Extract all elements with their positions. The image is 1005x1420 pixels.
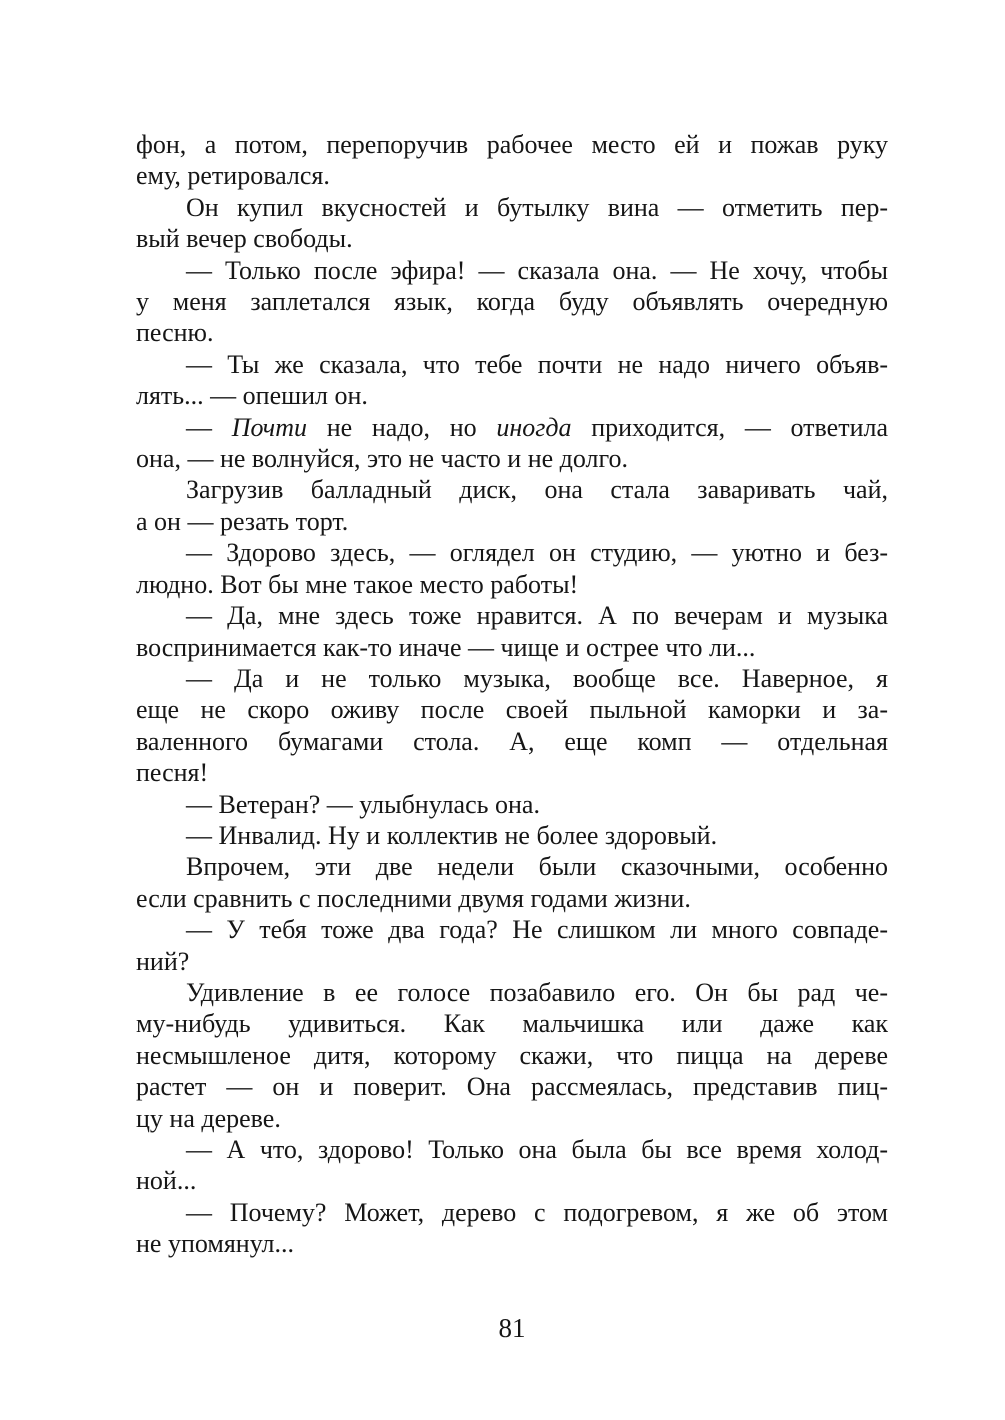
paragraph xyxy=(136,600,888,663)
text-line: Удивление в ее голосе позабавило его. Он бы рад че- xyxy=(186,977,888,1007)
text-line: — Да и не только музыка, вообще все. Наверное, я xyxy=(186,663,888,693)
text-line: — А что, здорово! Только она была бы все время холод- xyxy=(186,1135,888,1164)
paragraph xyxy=(136,914,888,977)
paragraph xyxy=(136,537,888,600)
text-line: — У тебя тоже два года? Не слишком ли много совпаде- xyxy=(186,915,888,945)
text-line: песню. xyxy=(136,318,214,348)
text-line: — Почему? Может, дерево с подогревом, я же об этом xyxy=(186,1197,888,1227)
text-segment: приходится, — ответила xyxy=(571,412,888,442)
italic-text-segment: иногда xyxy=(496,412,572,442)
text-line: если сравнить с последними двумя годами жизни. xyxy=(136,883,691,913)
page-number: 81 xyxy=(498,1313,526,1343)
text-line: лять... — опешил он. xyxy=(136,381,368,411)
paragraph xyxy=(136,192,888,255)
paragraph xyxy=(136,663,888,789)
paragraph xyxy=(136,349,888,412)
italic-text-segment: Почти xyxy=(231,412,307,442)
text-line xyxy=(136,412,888,443)
paragraph xyxy=(136,412,888,475)
paragraph xyxy=(136,1197,888,1260)
text-line: ной... xyxy=(136,1166,197,1196)
text-segment: — xyxy=(186,412,232,442)
text-line: Загрузив балладный диск, она стала заваривать чай, xyxy=(186,475,888,505)
text-line: цу на дереве. xyxy=(136,1103,281,1133)
page-text-block xyxy=(136,129,888,1260)
text-line: фон, а потом, перепоручив рабочее место ей и пожав руку xyxy=(136,130,888,159)
paragraph xyxy=(136,789,888,820)
text-segment: не надо, но xyxy=(307,412,497,442)
text-line: у меня заплетался язык, когда буду объявлять очередную xyxy=(136,287,888,317)
text-line: вый вечер свободы. xyxy=(136,224,353,254)
text-line: Он купил вкусностей и бутылку вина — отметить пер- xyxy=(186,192,888,222)
text-line: — Да, мне здесь тоже нравится. А по вечерам и музыка xyxy=(186,601,888,631)
text-line: людно. Вот бы мне такое место работы! xyxy=(136,569,579,599)
text-line: еще не скоро оживу после своей пыльной каморки и за- xyxy=(136,695,888,725)
text-line: ему, ретировался. xyxy=(136,161,330,191)
paragraph xyxy=(136,1134,888,1197)
text-line: валенного бумагами стола. А, еще комп — отдельная xyxy=(136,726,888,756)
paragraph xyxy=(136,820,888,851)
text-line: воспринимается как-то иначе — чище и острее что ли... xyxy=(136,632,756,662)
text-line: — Ты же сказала, что тебе почти не надо ничего объяв- xyxy=(186,349,888,379)
paragraph xyxy=(136,474,888,537)
text-line: — Здорово здесь, — оглядел он студию, — уютно и без- xyxy=(186,538,888,568)
text-line: несмышленое дитя, которому скажи, что пицца на дереве xyxy=(136,1040,888,1070)
text-line: — Инвалид. Ну и коллектив не более здоровый. xyxy=(186,820,718,850)
text-line: а он — резать торт. xyxy=(136,506,349,536)
paragraph xyxy=(136,977,888,1134)
paragraph xyxy=(136,255,888,349)
text-line: — Ветеран? — улыбнулась она. xyxy=(186,789,540,819)
text-line: ний? xyxy=(136,946,190,976)
paragraph xyxy=(136,851,888,914)
text-line: растет — он и поверит. Она рассмеялась, представив пиц- xyxy=(136,1072,888,1102)
text-line: му-нибудь удивиться. Как мальчишка или даже как xyxy=(136,1009,888,1039)
text-line: песня! xyxy=(136,758,209,788)
paragraph xyxy=(136,129,888,192)
text-line: она, — не волнуйся, это не часто и не долго. xyxy=(136,444,629,474)
text-line: Впрочем, эти две недели были сказочными, особенно xyxy=(186,852,888,882)
text-line: не упомянул... xyxy=(136,1229,295,1259)
text-line: — Только после эфира! — сказала она. — Не хочу, чтобы xyxy=(186,255,888,285)
